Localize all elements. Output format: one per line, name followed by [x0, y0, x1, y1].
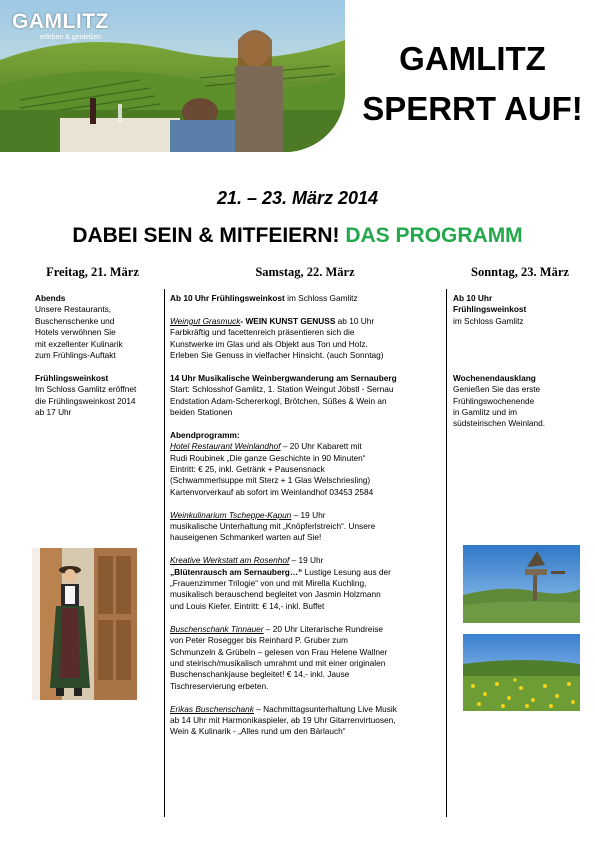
sat-grasmuck-line: Farbkräftig und facettenreich präsentieren sich die [170, 327, 355, 338]
friday-weinkost-title: Frühlingsweinkost [35, 372, 109, 383]
sat-grasmuck-line: Erleben Sie Genuss in vielfacher Hinsicht. (auch Sonntag) [170, 350, 384, 361]
sat-tinnauer-line: von Peter Rosegger bis Reinhard P. Gruber zum [170, 635, 348, 646]
sat-wander-title: 14 Uhr Musikalische Weinbergwanderung am Sernauberg [170, 372, 397, 383]
sat-tscheppe-name: Weinkulinarium Tscheppe-Kapun [170, 509, 292, 520]
divider-right [446, 289, 447, 817]
sunday-column [453, 293, 591, 430]
sat-weinlandhof-rest: – 20 Uhr Kabarett mit [280, 441, 362, 452]
headline-line1: GAMLITZ [399, 40, 546, 77]
sat-erika-line: Wein & Kulinarik - „Alles rund um den Bärlauch“ [170, 726, 346, 737]
sun-ausklang-line: Frühlingswochenende [453, 395, 535, 406]
sat-grasmuck-bold: - WEIN KUNST GENUSS [240, 315, 336, 326]
sat-erika-line: ab 14 Uhr mit Harmonikaspieler, ab 19 Uhr Gitarrenvirtuosen, [170, 714, 396, 725]
friday-abends-line: Unsere Restaurants, [35, 304, 112, 315]
sat-weinlandhof-line: Rudi Roubinek „Die ganze Geschichte in 90 Minuten“ [170, 452, 366, 463]
sat-tinnauer-line: Tischreservierung erbeten. [170, 680, 269, 691]
dirndl-woman-photo [32, 548, 137, 700]
sat-tinnauer-name: Buschenschank Tinnauer [170, 623, 264, 634]
sat-tinnauer-line: Buschenschankjause begleitet! € 14,- inkl. Jause [170, 669, 350, 680]
headline-line2: SPERRT AUF! [362, 90, 583, 127]
sat-kreativ-line: „Frauenzimmer Trilogie“ von und mit Mirella Kuchling, [170, 578, 367, 589]
sat-grasmuck-line: Kunstwerke im Glas und als Objekt aus Ton und Holz. [170, 338, 368, 349]
friday-abends-line: mit exzellenter Kulinarik [35, 338, 123, 349]
sun-weinkost-title: Ab 10 Uhr [453, 293, 493, 303]
sun-weinkost-rest: im Schloss Gamlitz [453, 315, 524, 326]
sat-kreativ-after: Lustige Lesung aus der [302, 566, 391, 577]
sun-ausklang-line: in Gamlitz und im [453, 407, 518, 417]
sat-tinnauer-rest: – 20 Uhr Literarische Rundreise [263, 623, 384, 634]
sat-tinnauer-line: und steirisch/musikalisch umrahmt und mit einer originalen [170, 657, 386, 668]
friday-weinkost-line: die Frühlingsweinkost 2014 [35, 395, 136, 406]
sat-tscheppe-line: hauseigenen Schmankerl warten auf Sie! [170, 532, 322, 543]
sat-erika-rest: – Nachmittagsunterhaltung Live Musik [253, 703, 397, 714]
sat-kreativ-bold: „Blütenrausch am Sernauberg…“ [170, 566, 303, 577]
sat-grasmuck-rest: ab 10 Uhr [335, 315, 375, 326]
sat-weinlandhof-line: Eintritt: € 25, inkl. Getränk + Pausensnack [170, 464, 325, 475]
sat-weinkost-bold: Ab 10 Uhr Frühlingsweinkost [170, 293, 285, 303]
flower-meadow-photo [463, 634, 580, 711]
sun-ausklang-line: südsteirischen Weinland. [453, 418, 546, 429]
sat-tscheppe-rest: – 19 Uhr [291, 509, 326, 520]
friday-abends-line: Hotels verwöhnen Sie [35, 327, 116, 338]
saturday-heading: Samstag, 22. März [255, 265, 355, 279]
sat-tinnauer-line: Schmunzeln & Grübeln – gelesen von Frau Helene Wallner [170, 646, 388, 657]
logo-wordmark: GAMLITZ [12, 10, 109, 33]
slogan [0, 224, 595, 248]
sat-kreativ-line: musikalisch berauschend begleitet von Jasmin Holzmann [170, 589, 381, 600]
divider-left [164, 289, 165, 817]
event-dates: 21. – 23. März 2014 [216, 188, 379, 208]
sat-erika-name: Erikas Buschenschank [170, 703, 254, 714]
sat-grasmuck-name: Weingut Grasmuck [170, 315, 241, 326]
sat-weinkost-rest: im Schloss Gamlitz [284, 293, 358, 303]
sat-tscheppe-line: musikalische Unterhaltung mit „Knöpferlstreich“. Unsere [170, 521, 376, 532]
lookout-landscape-photo [463, 545, 580, 623]
sat-weinlandhof-name: Hotel Restaurant Weinlandhof [170, 441, 281, 452]
sun-weinkost-title: Frühlingsweinkost [453, 304, 527, 315]
sun-ausklang-title: Wochenendausklang [453, 372, 536, 383]
sat-wander-line: beiden Stationen [170, 407, 233, 418]
sat-abend-title: Abendprogramm: [170, 429, 240, 440]
sunday-heading: Sonntag, 23. März [471, 265, 569, 279]
slogan-program: DAS PROGRAMM [345, 224, 523, 247]
sat-kreativ-rest: – 19 Uhr [289, 555, 324, 566]
sat-wander-line: Start: Schlosshof Gamlitz, 1. Station Weingut Jöbstl - Sernau [170, 384, 394, 395]
sat-weinlandhof-line: (Schwammerlsuppe mit Sterz + 1 Glas Welschriesling) [170, 475, 371, 486]
friday-column [35, 293, 160, 418]
logo-tagline: erleben & genießen [40, 34, 102, 41]
sat-kreativ-name: Kreative Werkstatt am Rosenhof [170, 555, 290, 566]
sat-weinlandhof-line: Kartenvorverkauf ab sofort im Weinlandhof 03453 2584 [170, 486, 374, 497]
sun-ausklang-line: Genießen Sie das erste [453, 384, 541, 395]
friday-weinkost-line: Im Schloss Gamlitz eröffnet [35, 384, 137, 395]
slogan-main: DABEI SEIN & MITFEIERN! [72, 224, 340, 247]
friday-abends-title: Abends [35, 293, 66, 303]
saturday-column [170, 293, 444, 738]
friday-heading: Freitag, 21. März [46, 265, 139, 279]
sat-kreativ-line: und Louis Kiefer. Eintritt: € 14,- inkl. Buffet [170, 600, 325, 611]
friday-abends-line: Buschenschenke und [35, 315, 115, 326]
friday-abends-line: zum Frühlings-Auftakt [35, 350, 116, 361]
sat-wander-line: Endstation Adam-Schererkogl, Brötchen, Süßes & Wein an [170, 395, 387, 406]
friday-weinkost-line: ab 17 Uhr [35, 407, 72, 418]
